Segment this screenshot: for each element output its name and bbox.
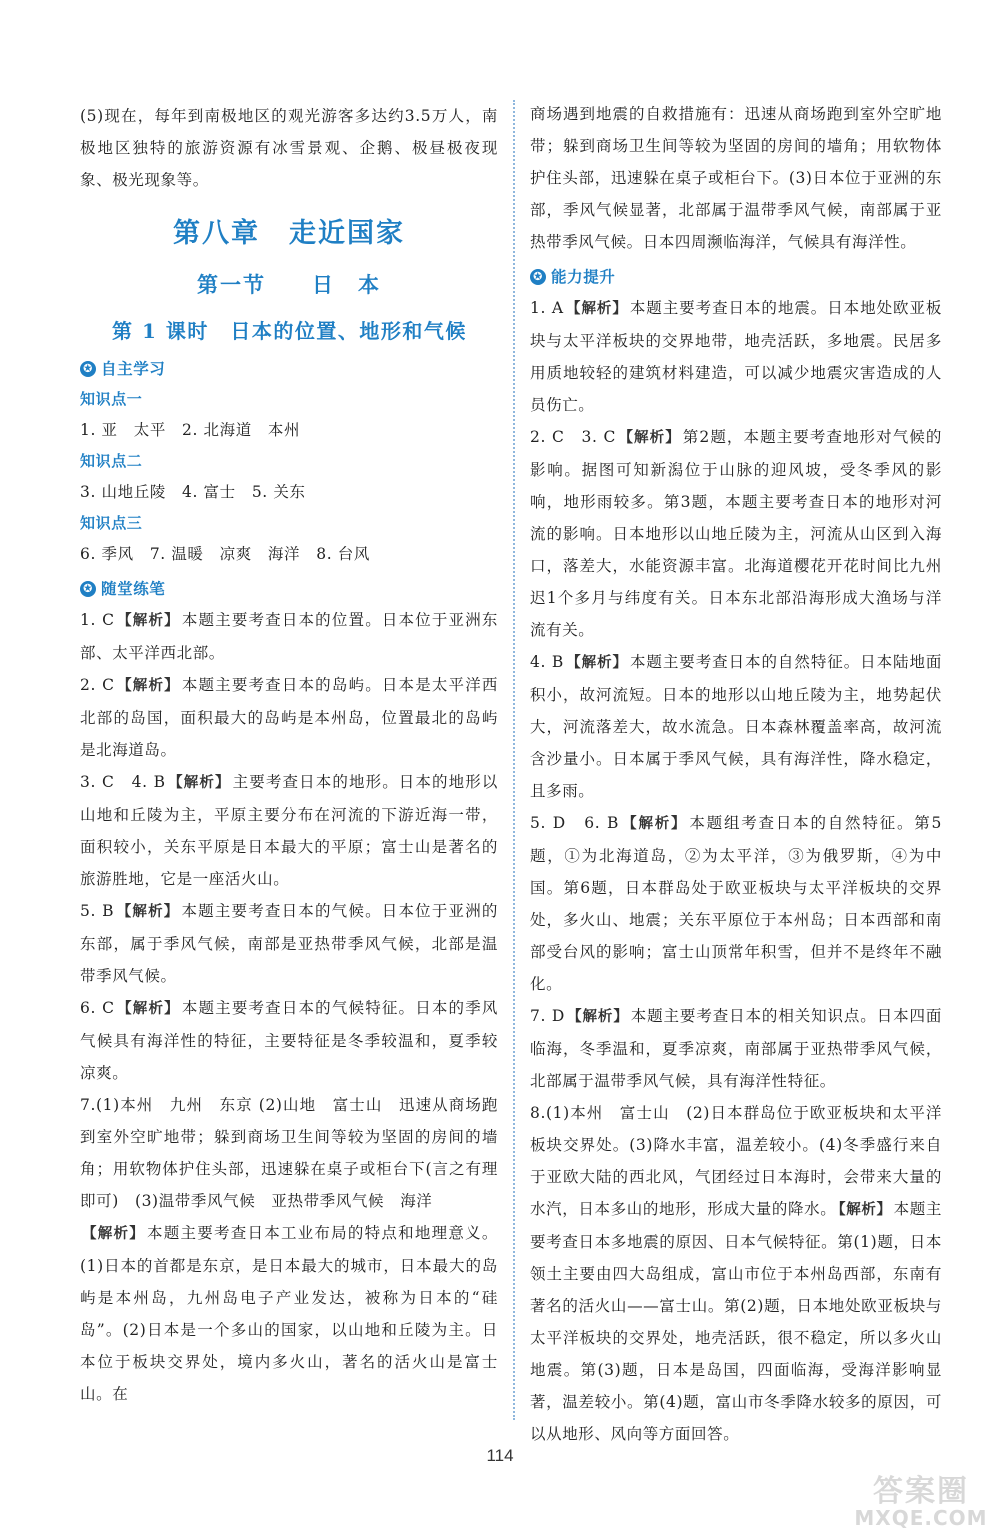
analysis-tag: 【解析】 (116, 678, 180, 694)
knowledge-point-1-heading: 知识点一 (80, 390, 143, 408)
ability-answer-8 (530, 1097, 942, 1450)
analysis-tag: 【解析】 (565, 655, 628, 671)
watermark-line-1: 答案圈 (873, 1474, 969, 1509)
analysis-text: 本题主要考查日本多地震的原因、日本气候特征。第(1)题，日本领土主要由四大岛组成，富山市位于本州岛西部，东南有著名的活火山——富士山。第(2)题，日本地处欧亚板块与太平洋板块的交界处，地壳活跃，很不稳定，所以多火山地震。第(3)题，日本是岛国，四面临海，受海洋影响显著，温差较小。第(4)题，富山市冬季降水较多的原因，可以从地形、风向等方面回答。 (530, 1200, 942, 1443)
knowledge-point-2-heading: 知识点二 (80, 452, 143, 470)
analysis-tag: 【解析】 (116, 1001, 180, 1017)
analysis-text: 本题主要考查日本的相关知识点。日本四面临海，冬季温和，夏季凉爽，南部属于亚热带季风气候，北部属于温带季风气候，具有海洋性特征。 (530, 1007, 942, 1090)
ability-answer-2-3 (530, 421, 942, 646)
analysis-tag: 【解析】 (838, 1202, 892, 1218)
analysis-text: 本题主要考查日本的气候特征。日本的季风气候具有海洋性的特征，主要特征是冬季较温和，夏季较凉爽。 (80, 999, 498, 1082)
analysis-text: 本题主要考查日本的岛屿。日本是太平洋西北部的岛国，面积最大的岛屿是本州岛，位置最北的岛屿是北海道岛。 (80, 676, 498, 759)
analysis-tag: 【解析】 (566, 1009, 629, 1025)
answer-key: 6. C (80, 999, 115, 1017)
knowledge-point-3-answers: 6. 季风 7. 温暖 凉爽 海洋 8. 台风 (80, 545, 370, 563)
answer-key: 7. D (530, 1007, 565, 1025)
practice-heading-label: 随堂练笔 (101, 580, 166, 598)
practice-heading (80, 574, 498, 604)
continued-paragraph: 商场遇到地震的自救措施有：迅速从商场跑到室外空旷地带；躲到商场卫生间等较为坚固的房间的墙角；用软物体护住头部，迅速躲在桌子或柜台下。(3)日本位于亚洲的东部，季风气候显著，北部属于温带季风气候，南部属于亚热带季风气候。日本四周濒临海洋，气候具有海洋性。 (530, 105, 942, 251)
answer-key: 2. C 3. C (530, 428, 616, 446)
answer-key: 1. C (80, 611, 115, 629)
chapter-title: 第八章 走近国家 (173, 218, 405, 249)
analysis-tag: 【解析】 (116, 904, 180, 920)
page-number: 114 (486, 1446, 514, 1465)
analysis-tag: 【解析】 (167, 775, 231, 791)
star-badge-icon: ✪ (80, 581, 96, 597)
intro-paragraph: (5)现在，每年到南极地区的观光游客多达约3.5万人，南极地区独特的旅游资源有冰雪景观、企鹅、极昼极夜现象、极光现象等。 (80, 107, 498, 189)
knowledge-point-2-answers: 3. 山地丘陵 4. 富士 5. 关东 (80, 483, 306, 501)
knowledge-point-1-answers: 1. 亚 太平 2. 北海道 本州 (80, 421, 301, 439)
section-title: 第一节 日 本 (197, 272, 381, 297)
answer-key: 8.(1)本州 富士山 (2)日本群岛位于欧亚板块和太平洋板块交界处。(3)降水丰富，温差较小。(4)冬季盛行来自于亚欧大陆的西北风，气团经过日本海时，会带来大量的水汽，日本多山的地形，形成大量的降水。 (530, 1104, 942, 1218)
watermark-line-2: MXQE.COM (854, 1506, 988, 1530)
answer-1 (80, 604, 498, 669)
answer-key: 5. D 6. B (530, 814, 619, 832)
column-divider (513, 100, 515, 1420)
analysis-tag: 【解析】 (82, 1226, 145, 1242)
answer-7-analysis (80, 1217, 498, 1410)
analysis-tag: 【解析】 (116, 613, 180, 629)
analysis-text: 本题主要考查日本的自然特征。日本陆地面积小，故河流短。日本的地形以山地丘陵为主，地势起伏大，河流落差大，故水流急。日本森林覆盖率高，故河流含沙量小。日本属于季风气候，具有海洋性，降水稳定，且多雨。 (530, 653, 942, 800)
left-column (80, 100, 498, 1410)
watermark-logo (852, 1466, 992, 1532)
analysis-text: 第2题，本题主要考查地形对气候的影响。据图可知新潟位于山脉的迎风坡，受冬季风的影响，地形雨较多。第3题，本题主要考查日本的地形对河流的影响。日本地形以山地丘陵为主，河流从山区到入海口，落差大，水能资源丰富。北海道樱花开花时间比九州迟1个多月与纬度有关。日本东北部沿海形成大渔场与洋流有关。 (530, 428, 942, 639)
star-badge-icon: ✪ (530, 269, 546, 285)
answer-2 (80, 669, 498, 766)
knowledge-point-3-heading: 知识点三 (80, 514, 143, 532)
analysis-tag: 【解析】 (617, 430, 681, 446)
analysis-text: 本题主要考查日本的气候。日本位于亚洲的东部，属于季风气候，南部是亚热带季风气候，北部是温带季风气候。 (80, 902, 498, 985)
analysis-text: 主要考查日本的地形。日本的地形以山地和丘陵为主，平原主要分布在河流的下游近海一带，面积较小，关东平原是日本最大的平原；富士山是著名的旅游胜地，它是一座活火山。 (80, 773, 498, 888)
star-badge-icon: ✪ (80, 361, 96, 377)
self-study-heading-label: 自主学习 (101, 360, 166, 378)
ability-heading (530, 262, 942, 292)
analysis-text: 本题主要考查日本的地震。日本地处欧亚板块与太平洋板块的交界地带，地壳活跃，多地震。民居多用质地较轻的建筑材料建造，可以减少地震灾害造成的人员伤亡。 (530, 299, 943, 414)
analysis-text: 本题主要考查日本工业布局的特点和地理意义。(1)日本的首都是东京，是日本最大的城市，日本最大的岛屿是本州岛，九州岛电子产业发达，被称为日本的“硅岛”。(2)日本是一个多山的国家，以山地和丘陵为主。日本位于板块交界处，境内多火山，著名的活火山是富士山。在 (80, 1224, 498, 1403)
answer-5 (80, 895, 498, 992)
ability-answer-1 (530, 292, 942, 421)
answer-key: 3. C 4. B (80, 773, 166, 791)
self-study-heading (80, 354, 498, 384)
answer-7: 7.(1)本州 九州 东京 (2)山地 富士山 迅速从商场跑到室外空旷地带；躲到商场卫生间等较为坚固的房间的墙角；用软物体护住头部，迅速躲在桌子或柜台下(言之有理即可) (3)温带季风气候 亚热带季风气候 海洋 (80, 1096, 498, 1210)
ability-answer-4 (530, 646, 942, 807)
analysis-text: 本题主要考查日本的位置。日本位于亚洲东部、太平洋西北部。 (80, 611, 498, 662)
answer-key: 1. A (530, 299, 564, 317)
answer-key: 2. C (80, 676, 115, 694)
ability-heading-label: 能力提升 (551, 268, 616, 286)
analysis-tag: 【解析】 (565, 301, 628, 317)
answer-key: 5. B (80, 902, 115, 920)
ability-answer-5-6 (530, 807, 942, 1000)
right-column (530, 98, 942, 1450)
ability-answer-7 (530, 1000, 942, 1097)
answer-6 (80, 992, 498, 1089)
answer-3-4 (80, 766, 498, 895)
analysis-tag: 【解析】 (620, 816, 688, 832)
answer-key: 4. B (530, 653, 564, 671)
lesson-title: 第 1 课时 日本的位置、地形和气候 (112, 319, 467, 343)
analysis-text: 本题组考查日本的自然特征。第5题，①为北海道岛，②为太平洋，③为俄罗斯，④为中国。第6题，日本群岛处于欧亚板块与太平洋板块的交界处，多火山、地震；关东平原位于本州岛；日本西部和南部受台风的影响；富士山顶常年积雪，但并不是终年不融化。 (530, 814, 942, 993)
